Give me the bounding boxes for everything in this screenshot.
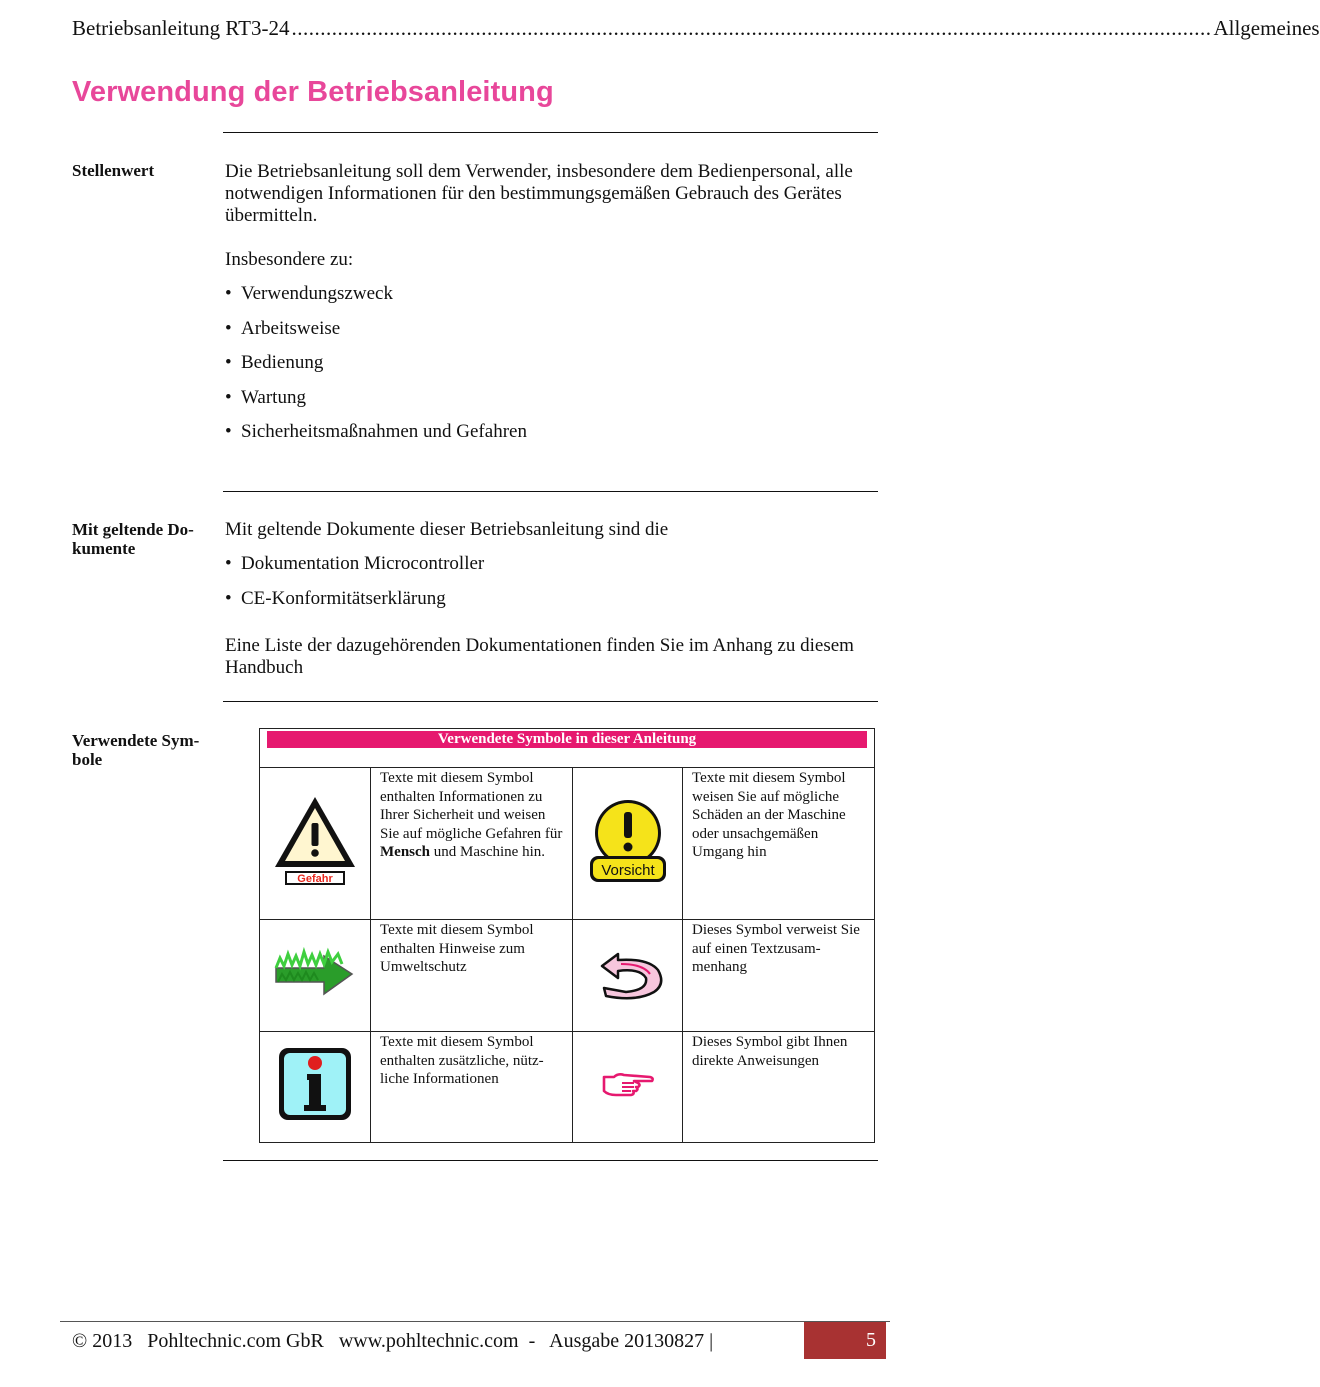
label-line: bole xyxy=(72,750,103,769)
page-title: Verwendung der Betriebsanleitung xyxy=(72,76,554,108)
header-leader-dots: ................................................................................................................................................................ xyxy=(291,16,1212,40)
section-label-dokumente xyxy=(72,520,212,558)
gefahr-text: Texte mit diesem Symbol enthalten Informationen zu Ihrer Sicherheit und weisen Sie auf mögliche Gefahren für xyxy=(380,770,563,842)
pointing-hand-icon xyxy=(600,1069,656,1099)
dokumente-list xyxy=(225,553,880,610)
list-item: • Bedienung xyxy=(225,352,880,374)
header-document-title: Betriebsanleitung RT3-24 xyxy=(72,16,290,40)
caution-icon xyxy=(584,796,672,886)
symbol-description: Texte mit diesem Symbol weisen Sie auf mögliche Schäden an der Maschine oder unsachgemäßen Umgang hin xyxy=(683,768,875,920)
danger-triangle-icon xyxy=(271,793,359,889)
stellenwert-lead: Insbesondere zu: xyxy=(225,249,354,270)
symbol-description: Dieses Symbol gibt Ihnen direkte Anweisungen xyxy=(683,1032,875,1143)
symbol-description: Texte mit diesem Symbol enthalten zusätzliche, nütz-liche Informationen xyxy=(371,1032,573,1143)
symbols-table-header xyxy=(260,729,875,768)
gefahr-icon-label: Gefahr xyxy=(297,872,333,885)
dokumente-outro: Eine Liste der dazugehörenden Dokumentationen finden Sie im Anhang zu diesem Handbuch xyxy=(225,634,854,678)
label-line: Verwendete Sym- xyxy=(72,731,200,750)
table-row xyxy=(260,920,875,1032)
symbol-description: Texte mit diesem Symbol enthalten Hinweise zum Umweltschutz xyxy=(371,920,573,1032)
grass-arrow-icon xyxy=(272,946,358,1000)
section-dokumente xyxy=(225,519,880,679)
symbol-cell xyxy=(260,920,371,1032)
section-label-symbole xyxy=(72,731,212,769)
stellenwert-intro: Die Betriebsanleitung soll dem Verwender, insbesondere dem Bedienpersonal, alle notwendigen Informationen für den bestimmungsgemäßen Gebrauch des Gerätes übermitteln. xyxy=(225,161,853,226)
return-arrow-icon xyxy=(588,944,668,1002)
gefahr-text-end: und Maschine hin. xyxy=(430,844,545,860)
symbol-cell xyxy=(573,768,683,920)
symbol-cell xyxy=(573,920,683,1032)
running-header xyxy=(72,14,1320,42)
table-row xyxy=(260,768,875,920)
footer-text: © 2013 Pohltechnic.com GbR www.pohltechnic.com - Ausgabe 20130827 | xyxy=(72,1330,714,1352)
list-item: • Dokumentation Microcontroller xyxy=(225,553,880,575)
section-divider xyxy=(223,1160,878,1161)
dokumente-intro: Mit geltende Dokumente dieser Betriebsanleitung sind die xyxy=(225,519,669,540)
list-item: • Sicherheitsmaßnahmen und Gefahren xyxy=(225,421,880,443)
list-item: • Arbeitsweise xyxy=(225,318,880,340)
symbol-cell xyxy=(260,768,371,920)
symbol-cell xyxy=(573,1032,683,1143)
symbol-description: Dieses Symbol verweist Sie auf einen Textzusam-menhang xyxy=(683,920,875,1032)
section-divider xyxy=(223,491,878,492)
vorsicht-icon-label: Vorsicht xyxy=(600,861,655,879)
symbol-cell xyxy=(260,1032,371,1143)
info-icon xyxy=(276,1045,354,1123)
table-row xyxy=(260,1032,875,1143)
section-divider xyxy=(223,132,878,133)
section-label-stellenwert: Stellenwert xyxy=(72,161,155,180)
section-divider xyxy=(223,701,878,702)
list-item: • Verwendungszweck xyxy=(225,283,880,305)
gefahr-text-bold: Mensch xyxy=(380,844,430,860)
footer-divider xyxy=(60,1321,890,1322)
section-stellenwert xyxy=(225,161,880,443)
label-line: kumente xyxy=(72,539,136,558)
symbol-description xyxy=(371,768,573,920)
header-chapter: Allgemeines xyxy=(1213,16,1320,40)
stellenwert-list xyxy=(225,283,880,443)
symbols-table xyxy=(259,728,875,1143)
list-item: • Wartung xyxy=(225,387,880,409)
page-number: 5 xyxy=(804,1322,886,1359)
label-line: Mit geltende Do- xyxy=(72,520,194,539)
list-item: • CE-Konformitätserklärung xyxy=(225,588,880,610)
symbols-table-title: Verwendete Symbole in dieser Anleitung xyxy=(267,731,867,748)
